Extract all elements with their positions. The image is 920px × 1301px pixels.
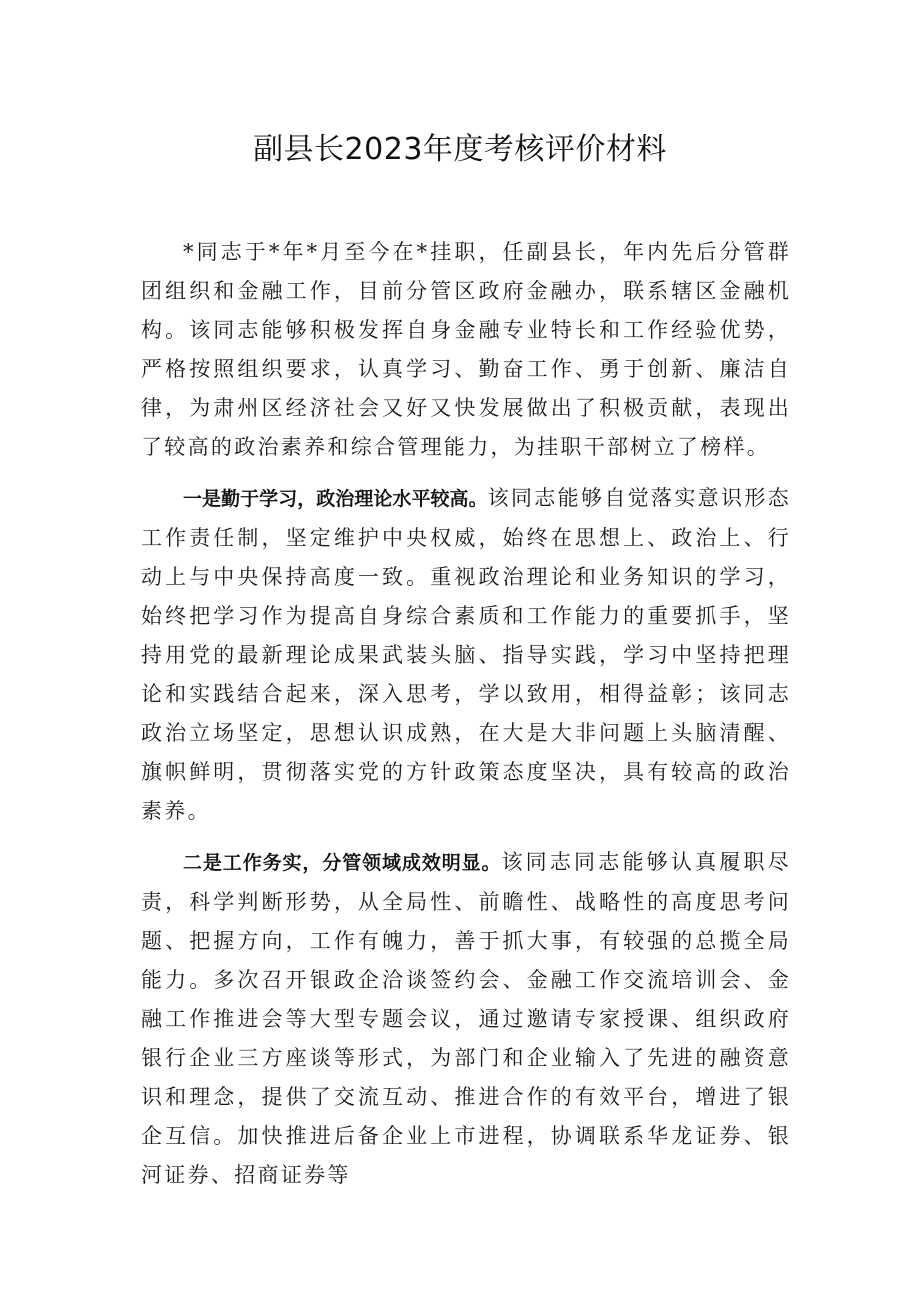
- paragraph-text: 该同志能够自觉落实意识形态工作责任制，坚定维护中央权威，始终在思想上、政治上、行动上与中央保持高度一致。重视政治理论和业务知识的学习，始终把学习作为提高自身综合素质和工作能力的重要抓手，坚持用党的最新理论成果武装头脑、指导实践，学习中坚持把理论和实践结合起来，深入思考，学以致用，相得益彰；该同志政治立场坚定，思想认识成熟，在大是大非问题上头脑清醒、旗帜鲜明，贯彻落实党的方针政策态度坚决，具有较高的政治素养。: [141, 486, 791, 823]
- paragraph-work: [141, 843, 791, 1195]
- paragraph-text: *同志于*年*月至今在*挂职，任副县长，年内先后分管群团组织和金融工作，目前分管区政府金融办，联系辖区金融机构。该同志能够积极发挥自身金融专业特长和工作经验优势，严格按照组织要求，认真学习、勤奋工作、勇于创新、廉洁自律，为肃州区经济社会又好又快发展做出了积极贡献，表现出了较高的政治素养和综合管理能力，为挂职干部树立了榜样。: [141, 240, 791, 459]
- paragraph-study: [141, 479, 791, 831]
- paragraph-lead: 一是勤于学习，政治理论水平较高。: [183, 488, 488, 510]
- document-title: 副县长2023年度考核评价材料: [253, 132, 667, 167]
- paragraph-text: 该同志同志能够认真履职尽责，科学判断形势，从全局性、前瞻性、战略性的高度思考问题、把握方向，工作有魄力，善于抓大事，有较强的总揽全局能力。多次召开银政企洽谈签约会、金融工作交流培训会、金融工作推进会等大型专题会议，通过邀请专家授课、组织政府银行企业三方座谈等形式，为部门和企业输入了先进的融资意识和理念，提供了交流互动、推进合作的有效平台，增进了银企互信。加快推进后备企业上市进程，协调联系华龙证券、银河证券、招商证券等: [141, 850, 791, 1187]
- paragraph-lead: 二是工作务实，分管领域成效明显。: [183, 852, 502, 874]
- document-body: [141, 233, 791, 1207]
- paragraph-intro: [141, 233, 791, 467]
